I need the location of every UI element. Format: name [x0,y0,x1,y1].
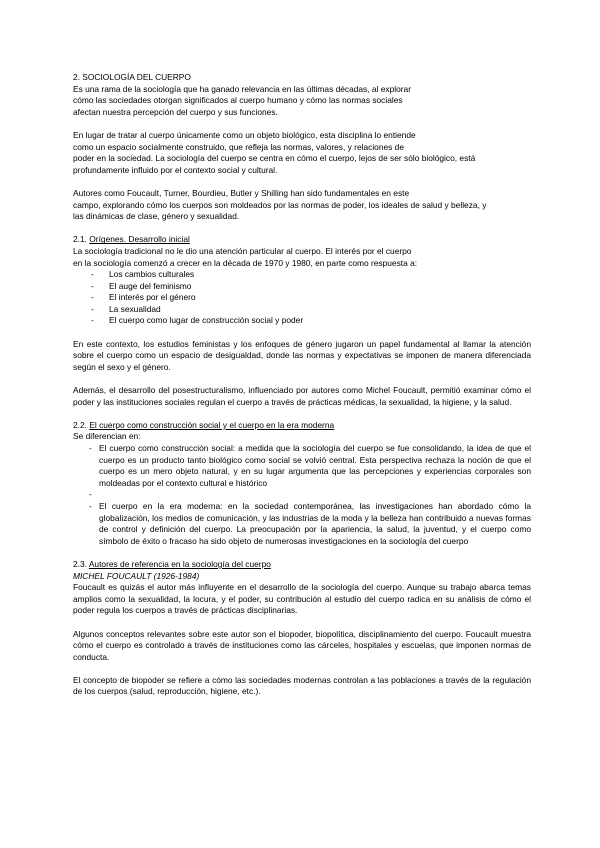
text-line: cómo las sociedades otorgan significados al cuerpo humano y cómo las normas sociales [73,95,403,106]
body-paragraph: El concepto de biopoder se refiere a cómo las sociedades modernas controlan a las poblaciones a través de la regulación de los cuerpos (salud, reproducción, higiene, etc.). [73,674,531,697]
document-page [73,72,531,698]
list-item: - La sexualidad [73,304,531,316]
subsection-title-text: Orígenes. Desarrollo inicial [89,234,190,245]
body-paragraph: En este contexto, los estudios feministas y los enfoques de género jugaron un papel fundamental al llamar la atención sobre el cuerpo como un espacio de desigualdad, donde las normas y expectativas se imponen de manera diferenciada según el sexo y el género. [73,338,531,372]
text-line: profundamente influido por el contexto social y cultural. [73,164,278,175]
list-item: - El auge del feminismo [73,281,531,293]
body-paragraph: Se diferencian en: [73,431,141,442]
text-line: como un espacio socialmente construido, que refleja las normas, valores, y relaciones de [73,141,404,152]
bullet-list [73,443,531,547]
list-item: - El cuerpo en la era moderna: en la sociedad contemporánea, las investigaciones han abordado cómo la globalización, los medios de comunicación, y las industrias de la moda y la belleza han contribuido a nuevas formas de control y definición del cuerpo. La preocupación por la apariencia, la salud, la juventud, y el cuerpo como símbolo de éxito o fracaso ha sido objeto de numerosas investigaciones en la sociología del cuerpo [73,501,531,547]
bullet-list [73,269,531,327]
section-number: 2.1. [73,234,90,245]
text-line: La sociología tradicional no le dio una atención particular al cuerpo. El interés por el cuerpo [73,245,412,256]
body-paragraph [73,246,531,269]
section-number: 2.3. [73,558,89,569]
subsection-title-text: El cuerpo como construcción social y el cuerpo en la era moderna [89,419,335,430]
text-line: Es una rama de la sociología que ha ganado relevancia en las últimas décadas, al explorar [73,83,412,94]
intro-paragraph [73,84,531,119]
body-paragraph: Algunos conceptos relevantes sobre este autor son el biopoder, biopolítica, disciplinamiento del cuerpo. Foucault muestra cómo el cuerpo es controlado a través de instituciones como las cárceles, hospitales y escuelas, que imponen normas de conducta. [73,628,531,662]
text-line: poder en la sociedad. La sociología del cuerpo se centra en cómo el cuerpo, lejos de ser sólo biológico, está [73,153,476,164]
section-number: 2.2. [73,419,90,430]
subsection-title [73,420,531,432]
body-paragraph [73,130,531,176]
author-name: MICHEL FOUCAULT (1926-1984) [73,570,200,581]
list-item: - Los cambios culturales [73,269,531,281]
subsection-title-text: Autores de referencia en la sociología del cuerpo [88,558,271,569]
text-line: las dinámicas de clase, género y sexualidad. [73,211,240,222]
body-paragraph: Además, el desarrollo del posestructuralismo, influenciado por autores como Michel Foucault, permitió examinar cómo el poder y las instituciones sociales regulan el cuerpo a través de prácticas médicas, la sexualidad, la higiene, y la salud. [73,385,531,407]
text-line: campo, explorando cómo los cuerpos son moldeados por las normas de poder, los ideales de salud y belleza, y [73,199,487,210]
subsection-title [73,559,531,571]
body-paragraph [73,188,531,223]
list-item: - El cuerpo como lugar de construcción social y poder [73,315,531,327]
body-paragraph: Foucault es quizás el autor más influyente en el desarrollo de la sociología del cuerpo. Aunque su trabajo abarca temas amplios como la sexualidad, la locura, y el poder, su contribución al estudio del cuerpo radica en su análisis de cómo el poder regula los cuerpos a través de prácticas disciplinarias. [73,582,531,616]
text-line: Autores como Foucault, Turner, Bourdieu, Butler y Shilling han sido fundamentales en este [73,187,410,198]
section-title: 2. SOCIOLOGÍA DEL CUERPO [73,72,191,82]
list-item: - El interés por el género [73,292,531,304]
list-item: - El cuerpo como construcción social: a medida que la sociología del cuerpo se fue consolidando, la idea de que el cuerpo es un producto tanto biológico como social se volvió central. Esta perspectiva rechaza la noción de que el cuerpo es un mero objeto natural, y en su lugar argumenta que las percepciones y experiencias corporales son moldeadas por el contexto cultural e histórico [73,443,531,489]
text-line: en la sociología comenzó a crecer en la década de 1970 y 1980, en parte como respuesta a: [73,257,418,268]
text-line: afectan nuestra percepción del cuerpo y sus funciones. [73,106,278,117]
text-line: En lugar de tratar al cuerpo únicamente como un objeto biológico, esta disciplina lo entiende [73,129,416,140]
subsection-title [73,234,531,246]
